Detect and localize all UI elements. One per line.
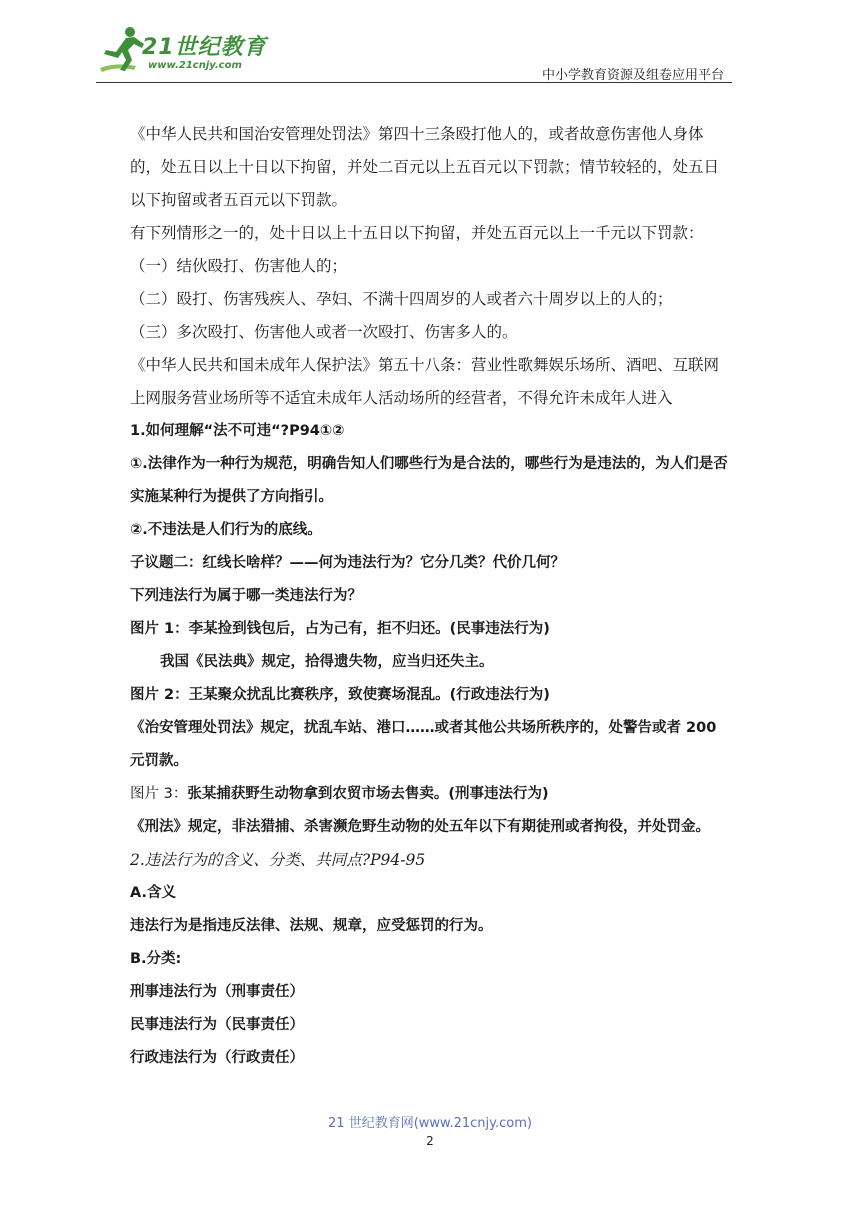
- definition: 违法行为是指违反法律、法规、规章，应受惩罚的行为。: [130, 918, 493, 934]
- question-heading: 下列违法行为属于哪一类违法行为？: [130, 588, 362, 604]
- subheading: B.分类:: [130, 951, 182, 967]
- footer-link[interactable]: 21 世纪教育网(www.21cnjy.com): [328, 1116, 532, 1131]
- paragraph: 《中华人民共和国未成年人保护法》第五十八条：营业性歌舞娱乐场所、酒吧、互联网上网服务营业场所等不适宜未成年人活动场所的经营者，不得允许未成年人进入: [130, 356, 720, 407]
- example-text: 张某捕获野生动物拿到农贸市场去售卖。(刑事违法行为): [187, 786, 549, 802]
- question-heading: 1.如何理解“法不可违“?P94①②: [130, 423, 345, 439]
- category-item: 行政违法行为（行政责任）: [130, 1050, 304, 1066]
- document-body: [130, 118, 734, 1075]
- example-note: 《治安管理处罚法》规定，扰乱车站、港口……或者其他公共场所秩序的，处警告或者 200 元罚款。: [130, 720, 717, 769]
- example-note: 《刑法》规定，非法猎捕、杀害濒危野生动物的处五年以下有期徒刑或者拘役，并处罚金。: [130, 819, 710, 835]
- paragraph: （二）殴打、伤害残疾人、孕妇、不满十四周岁的人或者六十周岁以上的人的；: [130, 290, 673, 308]
- example-item: 图片 2：王某聚众扰乱比赛秩序，致使赛场混乱。(行政违法行为): [130, 687, 550, 703]
- logo-text: 21世纪教育: [142, 35, 267, 60]
- section-heading: 2.违法行为的含义、分类、共同点?P94-95: [130, 851, 426, 869]
- header-divider: [96, 82, 732, 83]
- paragraph: （三）多次殴打、伤害他人或者一次殴打、伤害多人的。: [130, 323, 518, 341]
- answer-paragraph: ②.不违法是人们行为的底线。: [130, 522, 322, 538]
- example-item: 图片 1：李某捡到钱包后，占为己有，拒不归还。(民事违法行为): [130, 621, 550, 637]
- logo-url: www.21cnjy.com: [148, 60, 242, 71]
- example-note: 我国《民法典》规定，拾得遗失物，应当归还失主。: [160, 654, 494, 670]
- category-item: 刑事违法行为（刑事责任）: [130, 984, 304, 1000]
- logo: [96, 22, 271, 82]
- page-header: [96, 22, 732, 84]
- paragraph: 《中华人民共和国治安管理处罚法》第四十三条殴打他人的，或者故意伤害他人身体的，处五日以上十日以下拘留，并处二百元以上五百元以下罚款；情节较轻的，处五日以下拘留或者五百元以下罚款。: [130, 125, 720, 209]
- paragraph: 有下列情形之一的，处十日以上十五日以下拘留，并处五百元以上一千元以下罚款：: [130, 224, 704, 242]
- example-item: [130, 778, 734, 811]
- subtopic-heading: 子议题二：红线长啥样？——何为违法行为？它分几类？代价几何？: [130, 555, 565, 571]
- page-number: 2: [426, 1134, 434, 1148]
- platform-tagline: 中小学教育资源及组卷应用平台: [541, 68, 724, 83]
- paragraph: （一）结伙殴打、伤害他人的；: [130, 257, 348, 275]
- answer-paragraph: ①.法律作为一种行为规范，明确告知人们哪些行为是合法的，哪些行为是违法的，为人们是否实施某种行为提供了方向指引。: [130, 456, 728, 505]
- category-item: 民事违法行为（民事责任）: [130, 1017, 304, 1033]
- subheading: A.含义: [130, 885, 176, 901]
- example-prefix: 图片 3：: [130, 786, 188, 802]
